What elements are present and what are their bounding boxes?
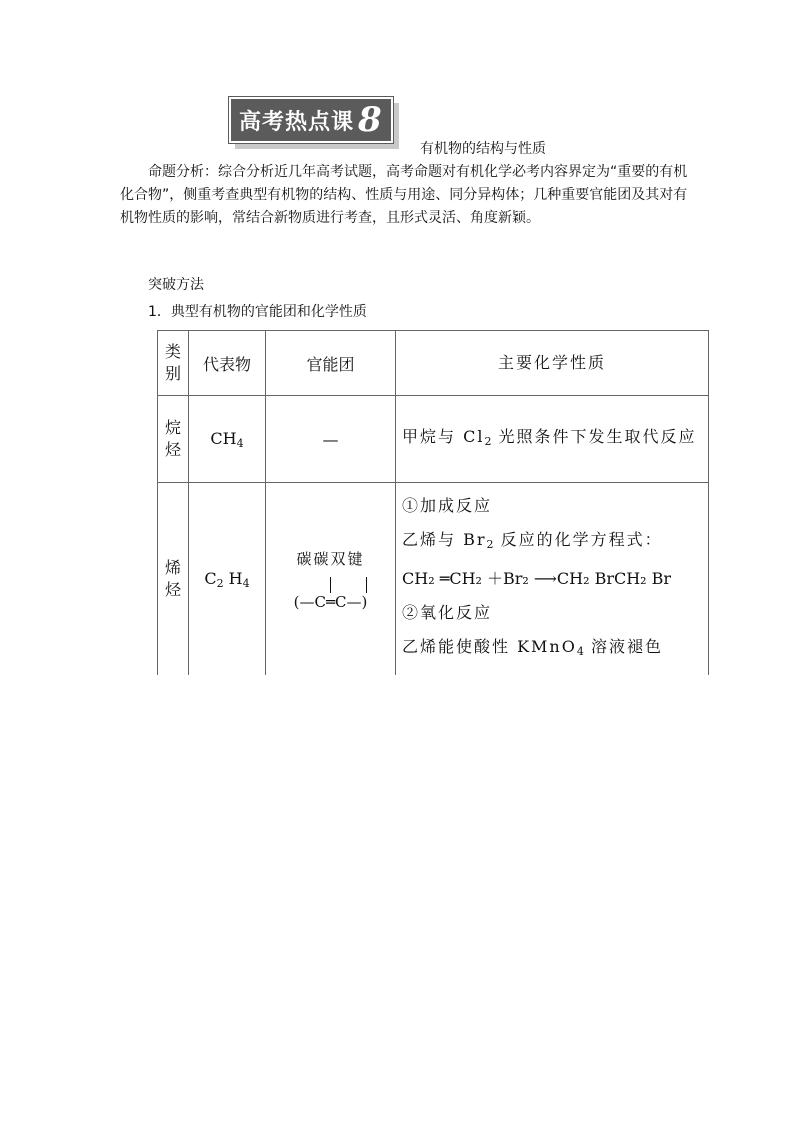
functional-group-table (157, 330, 709, 675)
table-row (158, 396, 709, 483)
prop-line-2a: 乙烯与 Br (402, 530, 487, 549)
prop-subscript: 2 (484, 434, 492, 448)
method-heading: 突破方法 (148, 277, 204, 293)
header-functional-group: 官能团 (266, 331, 396, 396)
rep-subscript: 4 (236, 436, 244, 450)
header-category (158, 331, 189, 396)
bond-line-right (366, 577, 367, 593)
prop-text-a: 甲烷与 Cl (402, 426, 485, 446)
rep-subscript-2: 4 (242, 576, 250, 590)
cell-properties-alkene (396, 483, 709, 676)
prop-line-1: ①加成反应 (402, 496, 493, 515)
prop-line-2 (402, 523, 702, 562)
cell-category-alkane: 烷烃 (158, 396, 189, 483)
group-label: 碳碳双键 (296, 549, 365, 568)
analysis-paragraph: 命题分析：综合分析近几年高考试题，高考命题对有机化学必考内容界定为“重要的有机化合物”，侧重考查典型有机物的结构、性质与用途、同分异构体；几种重要官能团及其对有机物性质的影响，常结合新物质进行考查，且形式灵活、角度新颖。 (120, 164, 688, 226)
rep-subscript-1: 2 (216, 576, 224, 590)
banner-title: 高考热点课 (239, 108, 355, 135)
table-row (158, 483, 709, 676)
group-formula: (—C═C—) (293, 592, 368, 611)
header-category-text: 类别 (164, 342, 181, 383)
rep-text-b: H (223, 568, 243, 588)
table-header-row (158, 331, 709, 396)
cell-rep-ethylene (189, 483, 266, 676)
section-heading: 1．典型有机物的官能团和化学性质 (148, 304, 367, 320)
double-bond-structure (294, 548, 368, 611)
prop-line-5b: 溶液褪色 (583, 637, 663, 656)
bond-lines (294, 577, 368, 593)
rep-text: CH (210, 428, 237, 448)
lesson-banner (229, 97, 399, 151)
header-properties: 主要化学性质 (396, 331, 709, 396)
cell-category-alkene: 烯烃 (158, 483, 189, 676)
rep-text-a: C (204, 568, 217, 588)
cell-group-none: — (266, 396, 396, 483)
prop-line-3-equation: CH₂ ═CH₂ ＋Br₂ ⟶CH₂ BrCH₂ Br (402, 569, 672, 588)
page-subtitle: 有机物的结构与性质 (420, 141, 546, 157)
prop-line-2b: 反应的化学方程式： (493, 530, 663, 549)
prop-line-4: ②氧化反应 (402, 603, 493, 622)
prop-text-b: 光照条件下发生取代反应 (491, 426, 697, 446)
prop-line-5 (402, 630, 702, 669)
prop-line-5a: 乙烯能使酸性 KMnO (402, 637, 577, 656)
bond-line-left (330, 577, 331, 593)
cell-properties-alkane (396, 396, 709, 483)
banner-box (229, 97, 393, 143)
header-representative: 代表物 (189, 331, 266, 396)
prop-line-5-sub: 4 (576, 645, 584, 658)
banner-number: 8 (358, 100, 382, 140)
cell-group-double-bond (266, 483, 396, 676)
cell-rep-methane (189, 396, 266, 483)
prop-line-2-sub: 2 (486, 538, 494, 551)
